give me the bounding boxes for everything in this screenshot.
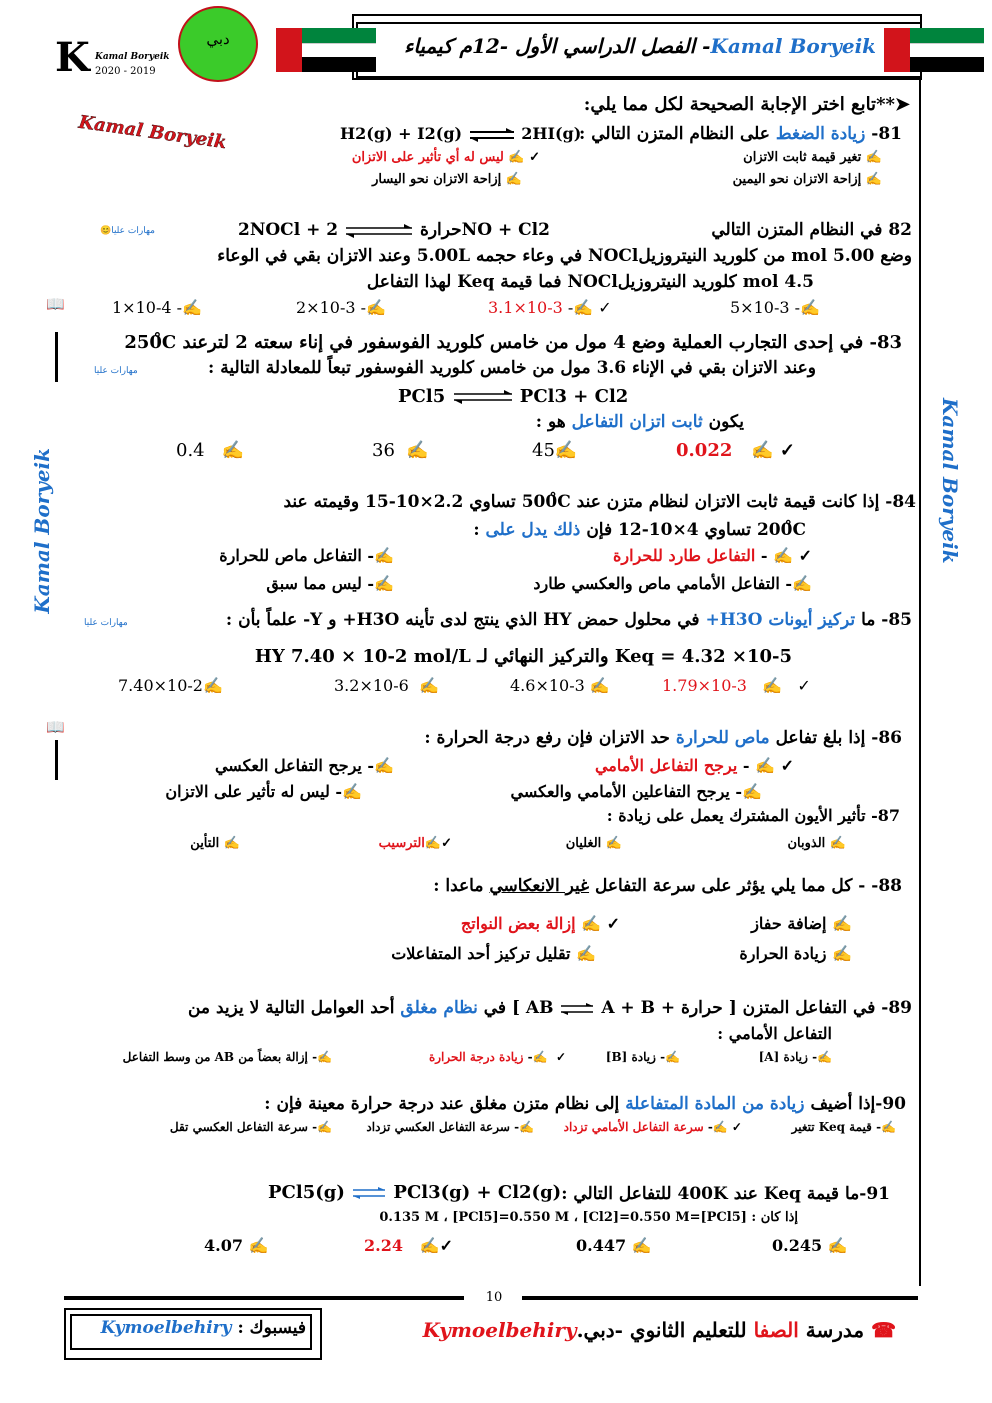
school-a: مدرسة (805, 1318, 865, 1342)
q85-option-d-label: 7.40×10-2 (118, 676, 203, 695)
q81-option-c-label: إزاحة الاتزان نحو اليمين (732, 172, 862, 187)
q85-option-c-label: 3.2×10-6 (334, 676, 409, 695)
q91-line1: 91-ما قيمة Keq عند 400K للتفاعل التالي : (561, 1184, 890, 1204)
q82-option-a-label: 5×10-3 (730, 298, 790, 317)
q89-option-d[interactable]: ✍- إزالة بعضاً من AB من وسط التفاعل (122, 1050, 332, 1064)
q87-option-d[interactable]: ✍ التأين (190, 836, 240, 851)
q88-option-c[interactable]: ✍ زيادة الحرارة (739, 944, 852, 963)
q83-eq-right: PCl3 + Cl2 (519, 386, 629, 407)
q88-line1 (433, 876, 902, 896)
q81-option-a[interactable]: ✍ تغير قيمة ثابت الاتزان (743, 150, 882, 165)
q90-option-b-label: سرعة التفاعل الأمامي تزداد (563, 1120, 704, 1134)
facebook-label-text: فيسبوك : (237, 1318, 306, 1338)
q82-skill-tag-label: مهارات عليا (111, 226, 155, 236)
q89-option-c-label: زيادة درجة الحرارة (428, 1050, 524, 1064)
side-signature-left: Kamal Boryeik (30, 448, 54, 614)
q85-line2: Keq = 4.32 ×10-5 والتركيز النهائي لـ HY 7.40 × 10-2 mol/L (254, 646, 792, 667)
q84-option-a-label: التفاعل طارد للحرارة (613, 546, 756, 565)
q82-option-b-label: 3.1×10-3 (488, 298, 563, 317)
q91-eq-left: PCl5(g) (268, 1182, 345, 1203)
q85-line1c: في محلول حمض HY الذي ينتج لدى تأينه H3O+ و Y- علماً بأن : (225, 610, 700, 630)
page-title-name: Kamal Boryeik (710, 34, 877, 58)
q84-option-c[interactable]: ✍- التفاعل الأمامي ماص والعكسي طارد (533, 574, 812, 593)
q84-option-c-label: التفاعل الأمامي ماص والعكسي طارد (533, 574, 780, 593)
q81-option-b-label: ليس له أي تأثير على الاتزان (351, 150, 504, 165)
q91-line2: إذا كان : [PCl5]=0.135 M ، [PCl5]=0.550 M ، [Cl2]=0.550 M (379, 1210, 798, 1225)
q83-skill-tag-label: مهارات عليا (94, 366, 138, 376)
q91-option-d-label: 4.07 (204, 1236, 243, 1255)
q84-line2 (473, 520, 806, 540)
q88-option-d-label: تقليل تركيز أحد المتفاعلات (391, 944, 571, 963)
q85-line1 (226, 610, 912, 630)
book-icon: 📖 (46, 295, 65, 313)
logo (55, 30, 170, 85)
q85-option-b-label: 4.6×10-3 (510, 676, 585, 695)
q87-option-c[interactable]: ✓✍الترسيب (378, 836, 452, 851)
q89-line1b: A + B ] في (483, 998, 655, 1018)
q91-option-b-label: 0.447 (576, 1236, 627, 1255)
q84-option-d[interactable]: ✍- ليس مما سبق (266, 574, 394, 593)
q82-option-c-label: 2×10-3 (296, 298, 356, 317)
q83-option-a[interactable]: 0.022 ✍ ✓ (676, 440, 795, 461)
q86-option-d[interactable]: ✍- ليس له تأثير على الاتزان (165, 782, 362, 801)
q91-option-a[interactable]: 0.245 ✍ (772, 1236, 848, 1255)
q82-option-d[interactable]: 1×10-4 -✍ (112, 298, 202, 317)
right-border-line (919, 76, 921, 1286)
school-name: Kymoelbehiry (422, 1318, 577, 1342)
page-title-text: - الفصل الدراسي الأول -12م كيمياء (403, 34, 711, 58)
equilibrium-arrow-icon (344, 224, 414, 238)
q86-option-c-label: يرجح التفاعلين الأمامي والعكسي (510, 782, 730, 801)
q88-option-b[interactable]: ✓ ✍ إزالة بعض النواتج (460, 914, 620, 933)
q91-option-a-label: 0.245 (772, 1236, 823, 1255)
q90-option-d-label: سرعة التفاعل العكسي تقل (169, 1120, 308, 1134)
q81-eq-right: 2HI(g) (521, 124, 582, 143)
q89-line1a: 89- في التفاعل المتزن [ حرارة + AB (525, 998, 912, 1018)
q91-eq-right: PCl3(g) + Cl2(g) (393, 1182, 562, 1203)
q82-eq-left: 2NOCl + حرارة (238, 220, 462, 240)
q85-line1a: 85- ما (861, 610, 912, 630)
q83-option-d-label: 0.4 (176, 440, 205, 461)
equilibrium-arrow-icon (559, 1003, 595, 1015)
q86-line1a: 86- إذا بلغ تفاعل (775, 728, 902, 748)
q86-option-b[interactable]: ✍- يرجح التفاعل العكسي (214, 756, 394, 775)
intro-heading (584, 94, 910, 115)
q85-skill-tag-label: مهارات عليا (84, 618, 128, 628)
q87-option-b[interactable]: ✍ الغليان (565, 836, 622, 851)
q82-option-c[interactable]: 2×10-3 -✍ (296, 298, 386, 317)
q82-stem (711, 220, 912, 240)
q83-option-c[interactable]: 36 ✍ (372, 440, 429, 461)
watermark-signature: Kamal Boryeik (77, 111, 228, 154)
q84-option-d-label: ليس مما سبق (266, 574, 362, 593)
school-c: للتعليم الثانوي -دبي. (576, 1318, 747, 1342)
q85-option-a[interactable]: 1.79×10-3 ✍ ✓ (662, 676, 811, 695)
q83-option-d[interactable]: 0.4 ✍ (176, 440, 245, 461)
q86-option-b-label: يرجح التفاعل العكسي (214, 756, 362, 775)
q91-option-c-label: 2.24 (364, 1236, 403, 1255)
q91-option-d[interactable]: 4.07 ✍ (204, 1236, 269, 1255)
q83-option-b[interactable]: 45✍ (532, 440, 578, 461)
q83-equation (398, 386, 628, 407)
uae-flag-left-icon (276, 28, 376, 72)
q88-line1a: 88- - كل مما يلي يؤثر على سرعة التفاعل (594, 876, 902, 896)
q84-option-b-label: التفاعل ماص للحرارة (219, 546, 362, 565)
q85-line1b: تركيز أيونات H3O+ (705, 610, 856, 630)
facebook-label (80, 1318, 306, 1338)
q87-option-a-label: الذوبان (787, 836, 826, 851)
q89-line1d: أحد العوامل التالية لا يزيد من (187, 998, 395, 1018)
q83-option-b-label: 45 (532, 440, 555, 461)
q90-line1 (264, 1094, 906, 1114)
q86-line1b: ماص للحرارة (675, 728, 770, 748)
q81-option-d[interactable]: ✍ إزاحة الاتزان نحو اليسار (372, 172, 522, 187)
q88-line1b: غير الانعكاسي (489, 876, 590, 896)
q90-option-c-label: سرعة التفاعل العكسي تزداد (366, 1120, 510, 1134)
q89-line2: التفاعل الأمامي : (717, 1024, 832, 1043)
q83-line3b: ثابت اتزان التفاعل (571, 412, 703, 432)
q86-option-a-label: يرجح التفاعل الأمامي (594, 756, 738, 775)
q85-option-b[interactable]: 4.6×10-3 ✍ (510, 676, 610, 695)
q83-option-a-label: 0.022 (676, 440, 733, 461)
q89-option-b-label: زيادة [B] (605, 1050, 656, 1064)
book-icon: 📖 (46, 718, 65, 736)
q90-line1c: إلى نظام متزن مغلق عند درجة حرارة معينة فإن : (264, 1094, 620, 1114)
equilibrium-arrow-icon (351, 1187, 387, 1199)
q83-line3 (536, 412, 744, 432)
q90-option-a[interactable]: ✍- قيمة Keq تتغير (791, 1120, 896, 1134)
q81-option-c[interactable]: ✍ إزاحة الاتزان نحو اليمين (732, 172, 882, 187)
q88-option-a-label: إضافة حفاز (751, 914, 827, 933)
intro-text: **تابع اختر الإجابة الصحيحة لكل مما يلي: (583, 94, 895, 115)
q87-line1: 87- تأثير الأيون المشترك يعمل على زيادة : (606, 806, 900, 825)
city-badge-label: دبي (206, 30, 230, 48)
q81-option-d-label: إزاحة الاتزان نحو اليسار (372, 172, 502, 187)
q86-line1 (424, 728, 902, 748)
q84-line2b: ذلك يدل على (485, 520, 581, 540)
school-line (423, 1318, 896, 1342)
q85-option-c[interactable]: 3.2×10-6 ✍ (334, 676, 439, 695)
q84-line2a: 200̊C تساوي 4×10-12 فإن (586, 520, 806, 540)
side-signature-right: Kamal Boryeik (938, 398, 962, 564)
page-title (400, 34, 880, 58)
q88-option-b-label: إزالة بعض النواتج (460, 914, 576, 933)
q87-option-a[interactable]: ✍ الذوبان (787, 836, 846, 851)
pointer-icon: ➤ (894, 94, 910, 115)
q81-option-a-label: تغير قيمة ثابت الاتزان (743, 150, 862, 165)
uae-flag-right-icon (884, 28, 984, 72)
q88-line1c: ماعدا : (433, 876, 484, 896)
q90-option-d[interactable]: ✍- سرعة التفاعل العكسي تقل (169, 1120, 332, 1134)
footer-divider-left (64, 1296, 464, 1300)
q81-stem (579, 124, 902, 144)
q87-option-c-label: الترسيب (378, 836, 425, 851)
q89-line1 (188, 998, 912, 1018)
page-number: 10 (485, 1290, 503, 1305)
q83-eq-left: PCl5 (398, 386, 446, 407)
q85-option-a-label: 1.79×10-3 (662, 676, 747, 695)
q82-eq-right: 2NO + Cl2 (326, 220, 550, 240)
left-border-line-2 (55, 740, 58, 780)
q87-option-b-label: الغليان (565, 836, 602, 851)
q91-option-c[interactable]: 2.24 ✍✓ (364, 1236, 454, 1255)
phone-icon: ☎ (871, 1318, 896, 1342)
q86-option-a[interactable]: ✓ ✍ - يرجح التفاعل الأمامي (594, 756, 794, 775)
q90-option-b[interactable]: ✓ ✍- سرعة التفاعل الأمامي تزداد (563, 1120, 742, 1134)
q82-lead: 82 في النظام المتزن التالي (711, 220, 912, 240)
q81-text: على النظام المتزن التالي : (579, 124, 770, 144)
q85-skill-tag (84, 618, 128, 628)
q83-option-c-label: 36 (372, 440, 395, 461)
q84-option-a[interactable]: ✓ ✍ - التفاعل طارد للحرارة (613, 546, 812, 565)
q89-option-a-label: زيادة [A] (758, 1050, 808, 1064)
q88-option-a[interactable]: ✍ إضافة حفاز (751, 914, 852, 933)
q82-line3: 4.5 mol كلوريد النيتروزيلNOCl فما قيمة Keq لهذا التفاعل (366, 272, 814, 292)
q87-option-d-label: التأين (190, 836, 220, 851)
q89-option-d-label: إزالة بعضاً من AB من وسط التفاعل (122, 1050, 308, 1064)
q89-option-c[interactable]: ✓ ✍- زيادة درجة الحرارة (428, 1050, 566, 1064)
logo-years: 2020 - 2019 (95, 66, 156, 77)
q91-option-b[interactable]: 0.447 ✍ (576, 1236, 652, 1255)
q86-line1c: حد الاتزان فإن رفع درجة الحرارة : (424, 728, 670, 748)
q83-line3c: هو : (535, 412, 566, 432)
q85-option-d[interactable]: 7.40×10-2✍ (118, 676, 223, 695)
school-b: الصفا (753, 1318, 799, 1342)
q89-option-b[interactable]: ✍- زيادة [B] (605, 1050, 680, 1064)
q91-equation (268, 1182, 561, 1203)
q82-option-b[interactable]: 3.1×10-3 -✍ ✓ (488, 298, 612, 317)
q86-option-d-label: ليس له تأثير على الاتزان (165, 782, 330, 801)
q81-option-b[interactable]: ✓ ✍ ليس له أي تأثير على الاتزان (351, 150, 540, 165)
equilibrium-arrow-icon (452, 390, 514, 404)
q84-line2c: : (473, 520, 480, 540)
q89-option-a[interactable]: ✍- زيادة [A] (758, 1050, 832, 1064)
left-border-line (55, 332, 58, 382)
q81-eq-left: H2(g) + I2(g) (340, 124, 463, 143)
q83-line1: 83- في إحدى التجارب العملية وضع 4 مول من خامس كلوريد الفوسفور في إناء سعته 2 لترعند 250̊C (124, 332, 902, 353)
q84-option-b[interactable]: ✍- التفاعل ماص للحرارة (219, 546, 394, 565)
q83-line3a: يكون (708, 412, 744, 432)
q82-skill-tag: 😊مهارات عليا (100, 226, 155, 236)
q90-option-c[interactable]: ✍- سرعة التفاعل العكسي تزداد (366, 1120, 534, 1134)
q84-line1: 84- إذا كانت قيمة ثابت الاتزان لنظام متزن عند 500̊C تساوي 2.2×10-15 وقيمته عند (283, 492, 916, 512)
logo-k-icon: K (55, 34, 90, 81)
q81-lead: زيادة الضغط (775, 124, 866, 144)
q90-line1b: زيادة من المادة المتفاعلة (625, 1094, 805, 1114)
q82-option-d-label: 1×10-4 (112, 298, 172, 317)
q86-option-c[interactable]: ✍- يرجح التفاعلين الأمامي والعكسي (510, 782, 762, 801)
q90-line1a: 90-إذا أضيف (810, 1094, 906, 1114)
q88-option-c-label: زيادة الحرارة (739, 944, 827, 963)
q83-line2: وعند الاتزان بقي في الإناء 3.6 مول من خامس كلوريد الفوسفور تبعاً للمعادلة التالية : (208, 358, 816, 378)
logo-name: Kamal Boryeik (95, 52, 170, 62)
q82-equation (238, 220, 550, 240)
q82-option-a[interactable]: 5×10-3 -✍ (730, 298, 820, 317)
q88-option-d[interactable]: ✍ تقليل تركيز أحد المتفاعلات (391, 944, 596, 963)
footer-divider-right (522, 1296, 918, 1300)
q82-line2: وضع 5.00 mol من كلوريد النيتروزيلNOCl في وعاء حجمه 5.00L وعند الاتزان بقي في الوعاء (217, 246, 912, 266)
equilibrium-arrow-icon (468, 128, 516, 142)
q90-option-a-label: قيمة Keq تتغير (791, 1120, 872, 1134)
q83-skill-tag (94, 366, 138, 376)
q81-num: 81- (871, 124, 902, 144)
facebook-name[interactable]: Kymoelbehiry (100, 1318, 232, 1338)
q81-equation (340, 124, 581, 143)
q89-line1c: نظام مغلق (400, 998, 478, 1018)
